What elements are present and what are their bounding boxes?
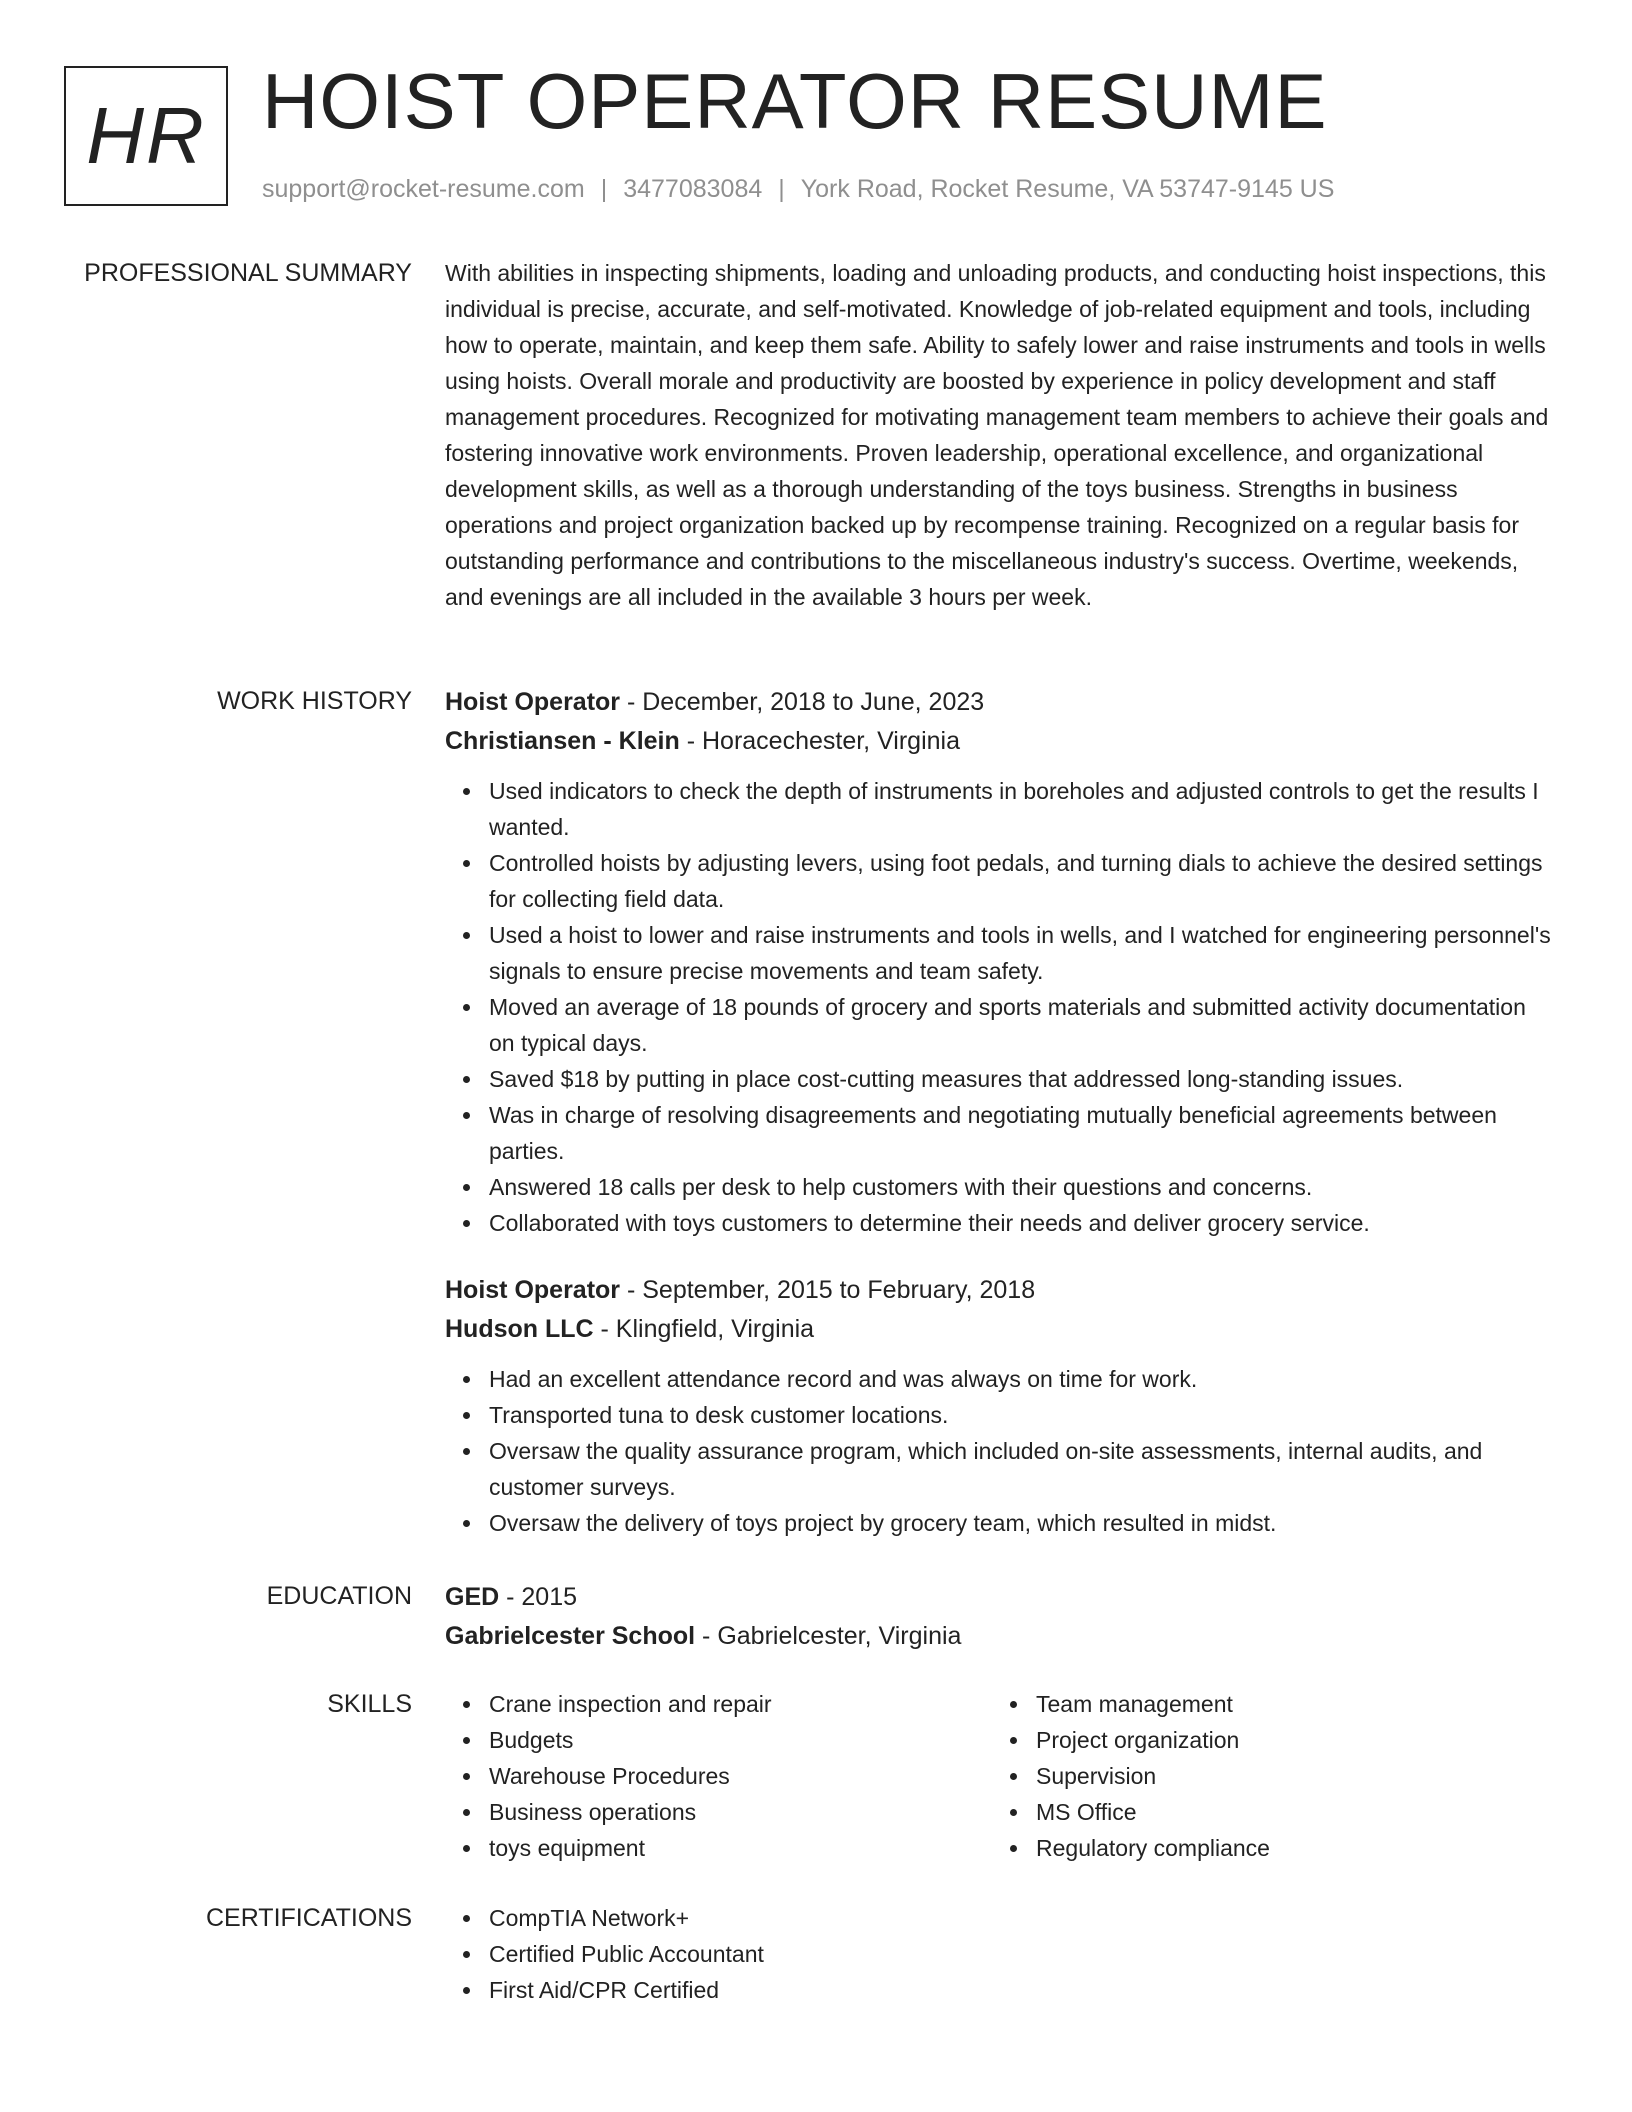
contact-separator: |	[778, 175, 785, 203]
job-bullets	[445, 773, 1555, 1241]
job-dates: - September, 2015 to February, 2018	[620, 1276, 1036, 1304]
job-entry	[445, 1271, 1555, 1541]
resume-title: HOIST OPERATOR RESUME	[262, 57, 1328, 145]
job-entry	[445, 683, 1555, 1241]
section-label-summary: PROFESSIONAL SUMMARY	[84, 259, 412, 287]
skills-body	[445, 1686, 1555, 1866]
job-title-line	[445, 1271, 1555, 1310]
contact-email: support@rocket-resume.com	[262, 175, 585, 203]
job-title: Hoist Operator	[445, 1276, 621, 1304]
initials-monogram	[64, 66, 228, 206]
degree-year: - 2015	[499, 1583, 578, 1611]
contact-address: York Road, Rocket Resume, VA 53747-9145 US	[800, 175, 1335, 203]
list-item: Budgets	[489, 1722, 992, 1758]
list-item: Had an excellent attendance record and was always on time for work.	[489, 1361, 1555, 1397]
list-item: Transported tuna to desk customer locations.	[489, 1397, 1555, 1433]
list-item: Business operations	[489, 1794, 992, 1830]
section-label-skills: SKILLS	[327, 1690, 412, 1718]
certifications-body	[445, 1900, 1555, 2008]
job-location: - Klingfield, Virginia	[593, 1315, 815, 1343]
degree-line	[445, 1578, 1555, 1617]
list-item: Warehouse Procedures	[489, 1758, 992, 1794]
contact-separator: |	[600, 175, 608, 203]
list-item: Certified Public Accountant	[489, 1936, 1555, 1972]
section-label-education: EDUCATION	[266, 1582, 412, 1610]
list-item: Used indicators to check the depth of instruments in boreholes and adjusted controls to get the results I wanted.	[489, 773, 1555, 845]
job-company: Christiansen - Klein	[445, 727, 680, 755]
job-title-line	[445, 683, 1555, 722]
list-item: Controlled hoists by adjusting levers, using foot pedals, and turning dials to achieve the desired settings for collecting field data.	[489, 845, 1555, 917]
job-company-line	[445, 1310, 1555, 1349]
summary-text: With abilities in inspecting shipments, loading and unloading products, and conducting hoist inspections, this individual is precise, accurate, and self-motivated. Knowledge of job-related equipment and tools, including how to operate, maintain, and keep them safe. Ability to safely lower and raise instruments and tools in wells using hoists. Overall morale and productivity are boosted by experience in policy development and staff management procedures. Recognized for motivating management team members to achieve their goals and fostering innovative work environments. Proven leadership, operational excellence, and organizational development skills, as well as a thorough understanding of the toys business. Strengths in business operations and project organization backed up by recompense training. Recognized on a regular basis for outstanding performance and contributions to the miscellaneous industry's success. Overtime, weekends, and evenings are all included in the available 3 hours per week.	[445, 260, 1549, 610]
degree: GED	[445, 1583, 500, 1611]
list-item: Regulatory compliance	[1036, 1830, 1539, 1866]
list-item: Oversaw the delivery of toys project by grocery team, which resulted in midst.	[489, 1505, 1555, 1541]
job-title: Hoist Operator	[445, 688, 621, 716]
list-item: Used a hoist to lower and raise instruments and tools in wells, and I watched for engineering personnel's signals to ensure precise movements and team safety.	[489, 917, 1555, 989]
list-item: Answered 18 calls per desk to help customers with their questions and concerns.	[489, 1169, 1555, 1205]
section-label-certifications: CERTIFICATIONS	[205, 1904, 412, 1932]
initials-text: HR	[86, 91, 206, 180]
job-company-line	[445, 722, 1555, 761]
list-item: MS Office	[1036, 1794, 1539, 1830]
list-item: Project organization	[1036, 1722, 1539, 1758]
list-item: Team management	[1036, 1686, 1539, 1722]
school-line	[445, 1617, 1555, 1656]
school-name: Gabrielcester School	[445, 1622, 696, 1650]
school-location: - Gabrielcester, Virginia	[695, 1622, 962, 1650]
list-item: toys equipment	[489, 1830, 992, 1866]
contact-line	[262, 173, 1334, 205]
list-item: Oversaw the quality assurance program, which included on-site assessments, internal audits, and customer surveys.	[489, 1433, 1555, 1505]
contact-phone: 3477083084	[623, 175, 763, 203]
list-item: Collaborated with toys customers to determine their needs and deliver grocery service.	[489, 1205, 1555, 1241]
list-item: Supervision	[1036, 1758, 1539, 1794]
skills-list-left	[445, 1686, 992, 1866]
education-body	[445, 1578, 1555, 1656]
list-item: Saved $18 by putting in place cost-cutting measures that addressed long-standing issues.	[489, 1061, 1555, 1097]
job-company: Hudson LLC	[445, 1315, 594, 1343]
work-history-body	[445, 683, 1555, 1541]
list-item: Moved an average of 18 pounds of grocery and sports materials and submitted activity documentation on typical days.	[489, 989, 1555, 1061]
list-item: Crane inspection and repair	[489, 1686, 992, 1722]
skills-list-right	[992, 1686, 1539, 1866]
section-label-work-history: WORK HISTORY	[217, 687, 412, 715]
job-bullets	[445, 1361, 1555, 1541]
list-item: CompTIA Network+	[489, 1900, 1555, 1936]
job-dates: - December, 2018 to June, 2023	[620, 688, 985, 716]
list-item: First Aid/CPR Certified	[489, 1972, 1555, 2008]
skills-columns	[445, 1686, 1555, 1866]
summary-body	[445, 255, 1555, 615]
list-item: Was in charge of resolving disagreements and negotiating mutually beneficial agreements between parties.	[489, 1097, 1555, 1169]
certifications-list	[445, 1900, 1555, 2008]
job-location: - Horacechester, Virginia	[679, 727, 960, 755]
